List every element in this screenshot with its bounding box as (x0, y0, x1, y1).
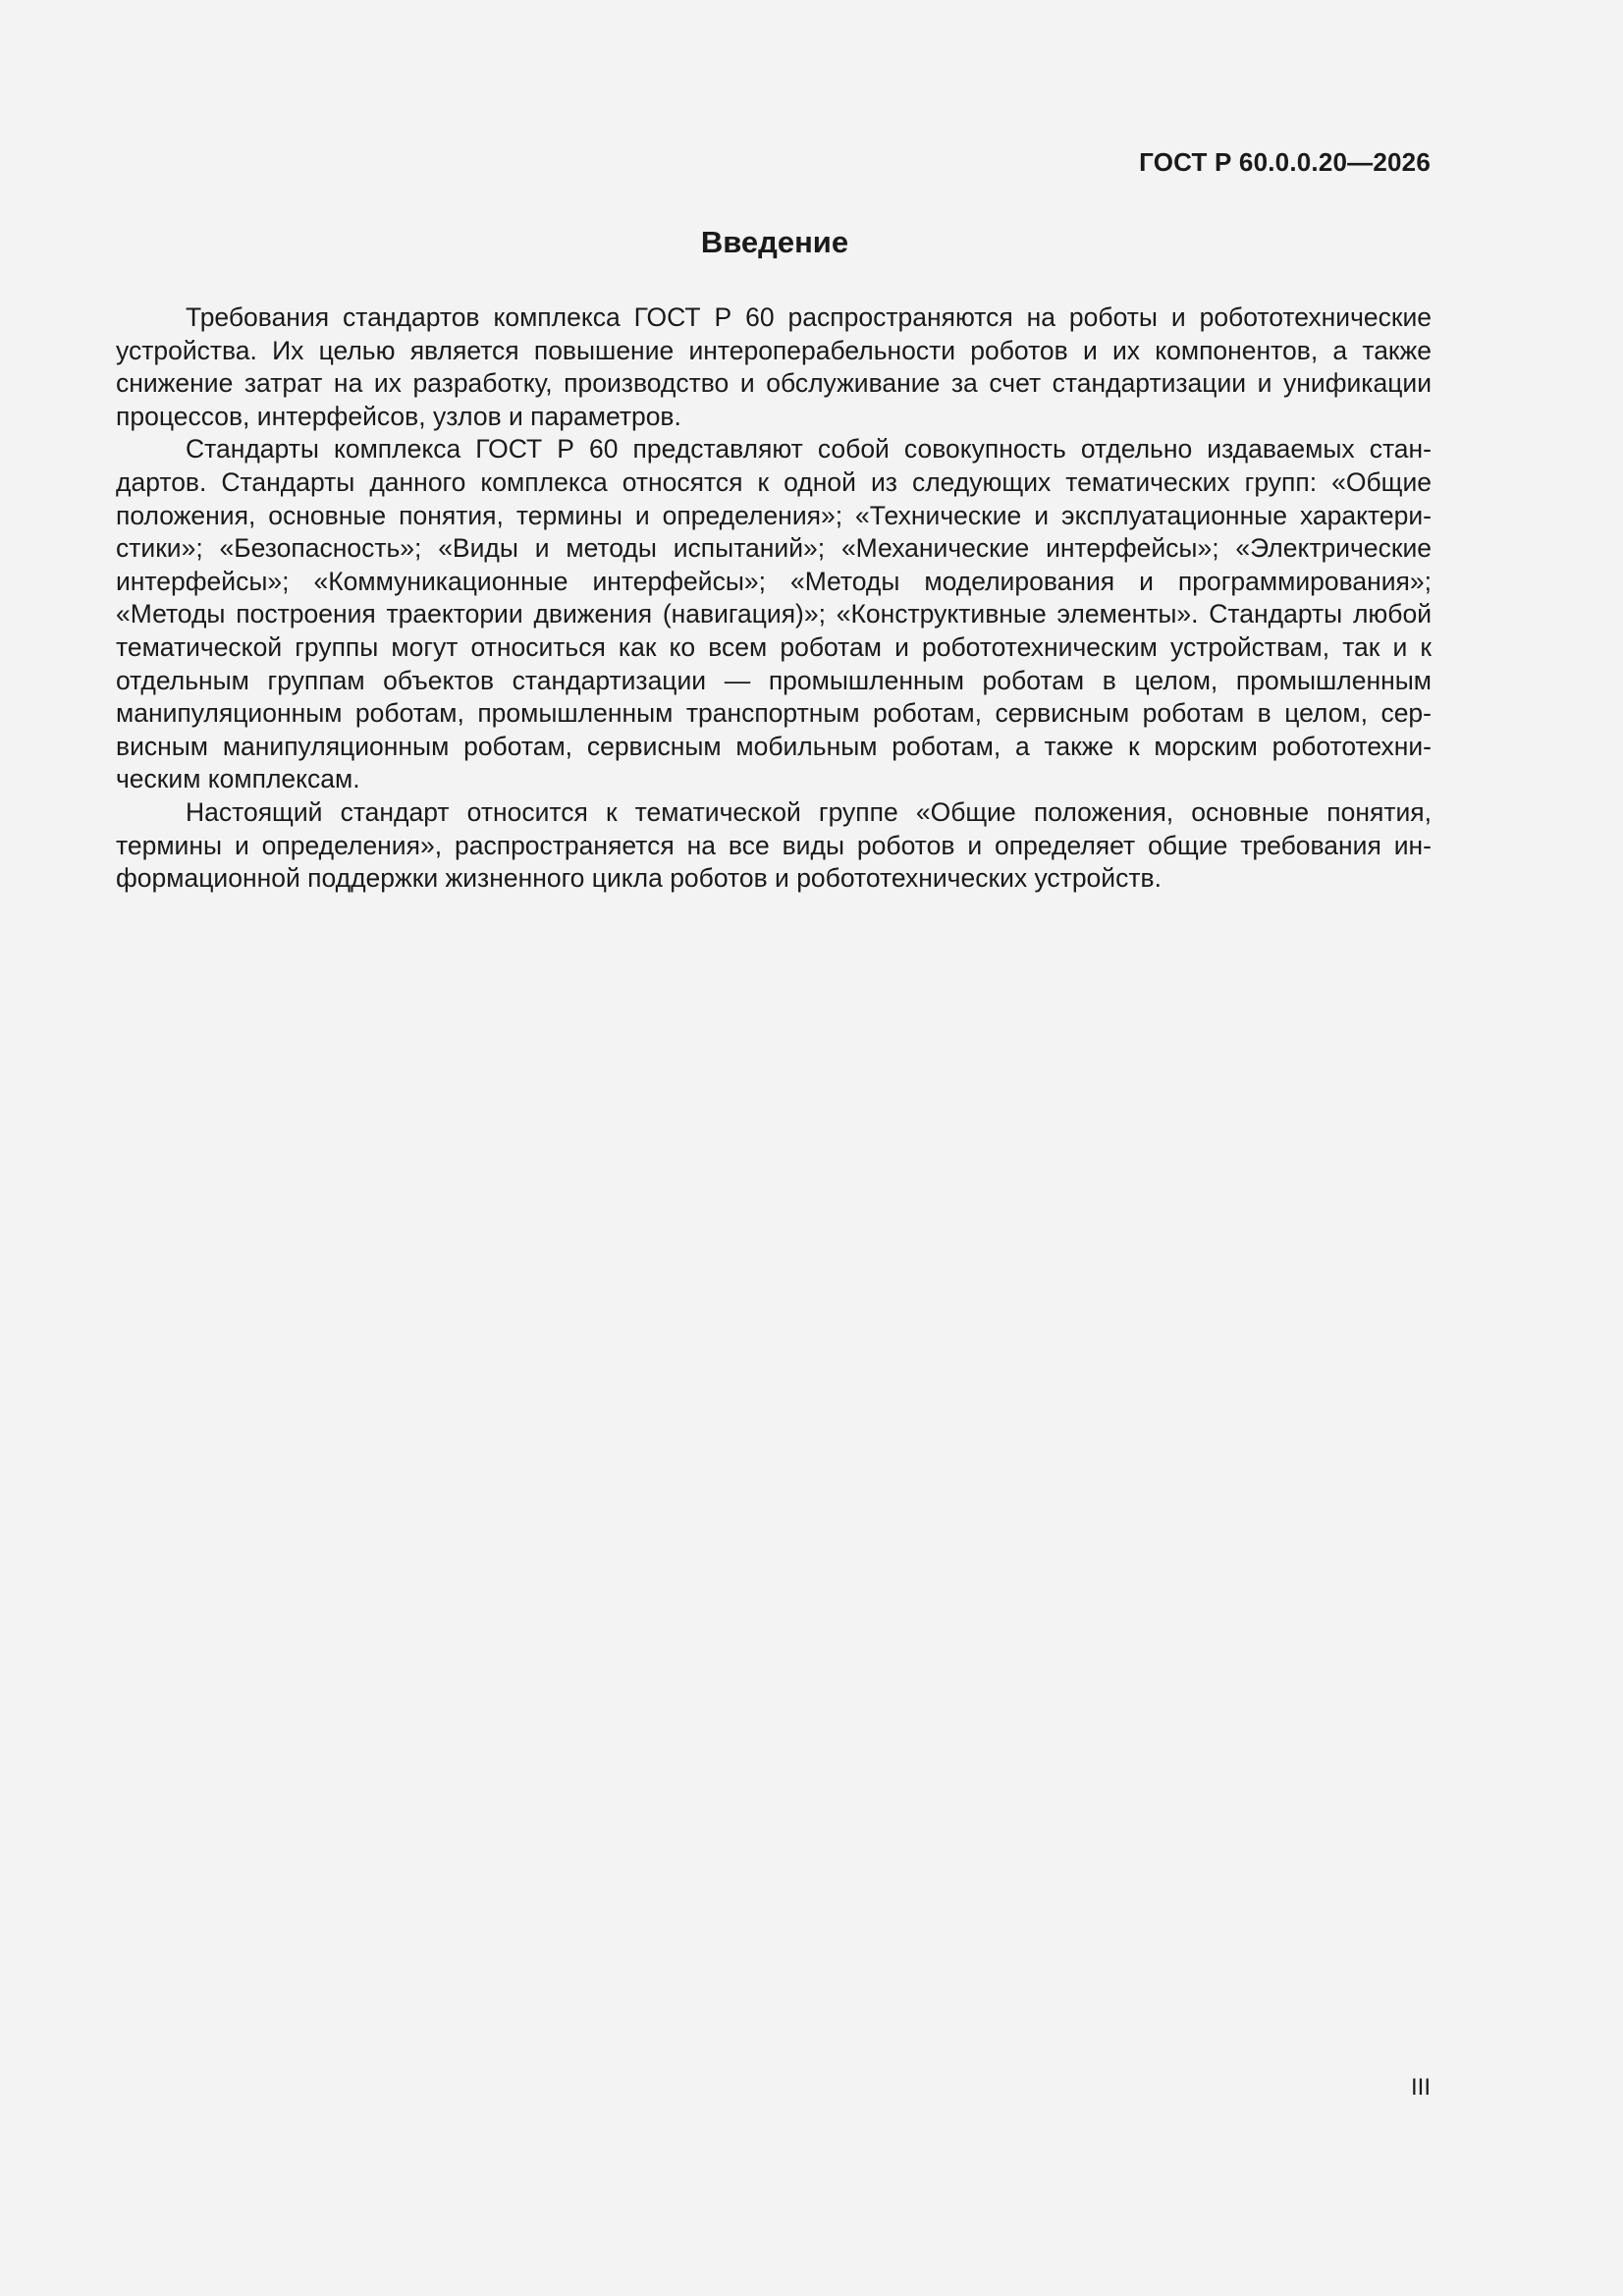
body-text (116, 301, 1432, 896)
paragraph: Требования стандартов комплекса ГОСТ Р 60 распространяются на роботы и робототехнические устройства. Их целью является повышение интероперабельности роботов и их компонентов, а также снижение затрат на их разработку, производство и обслуживание за счет стандартизации и унификации процессов, интерфейсов, узлов и параметров. (116, 302, 1432, 431)
section-title: Введение (700, 225, 849, 259)
paragraph: Настоящий стандарт относится к тематической группе «Общие положения, основные понятия, термины и определения», распространяется на все виды роботов и определяет общие требования информационной поддержки жизненного цикла роботов и робототехнических устройств. (116, 796, 1432, 894)
paragraph: Стандарты комплекса ГОСТ Р 60 представляют собой совокупность отдельно издаваемых стандартов. Стандарты данного комплекса относятся к одной из следующих тематических групп: «Общие положения, основные понятия, термины и определения»; «Технические и эксплуатационные характеристики»; «Безопасность»; «Виды и методы испытаний»; «Механические интерфейсы»; «Электрические интерфейсы»; «Коммуникационные интерфейсы»; «Методы моделирования и программирования»; «Методы построения траектории движения (навигация)»; «Конструктивные элементы». Стандарты любой тематической группы могут относиться как ко всем роботам и робототехническим устройствам, так и к отдельным группам объектов стандартизации — промышленным роботам в целом, промышленным манипуляционным роботам, промышленным транспортным роботам, сервисным роботам в целом, сервисным манипуляционным роботам, сервисным мобильным роботам, а также к морским робототехническим комплексам. (116, 434, 1432, 794)
page-number: III (1410, 2074, 1431, 2101)
standard-number: ГОСТ Р 60.0.0.20—2026 (1139, 147, 1431, 177)
